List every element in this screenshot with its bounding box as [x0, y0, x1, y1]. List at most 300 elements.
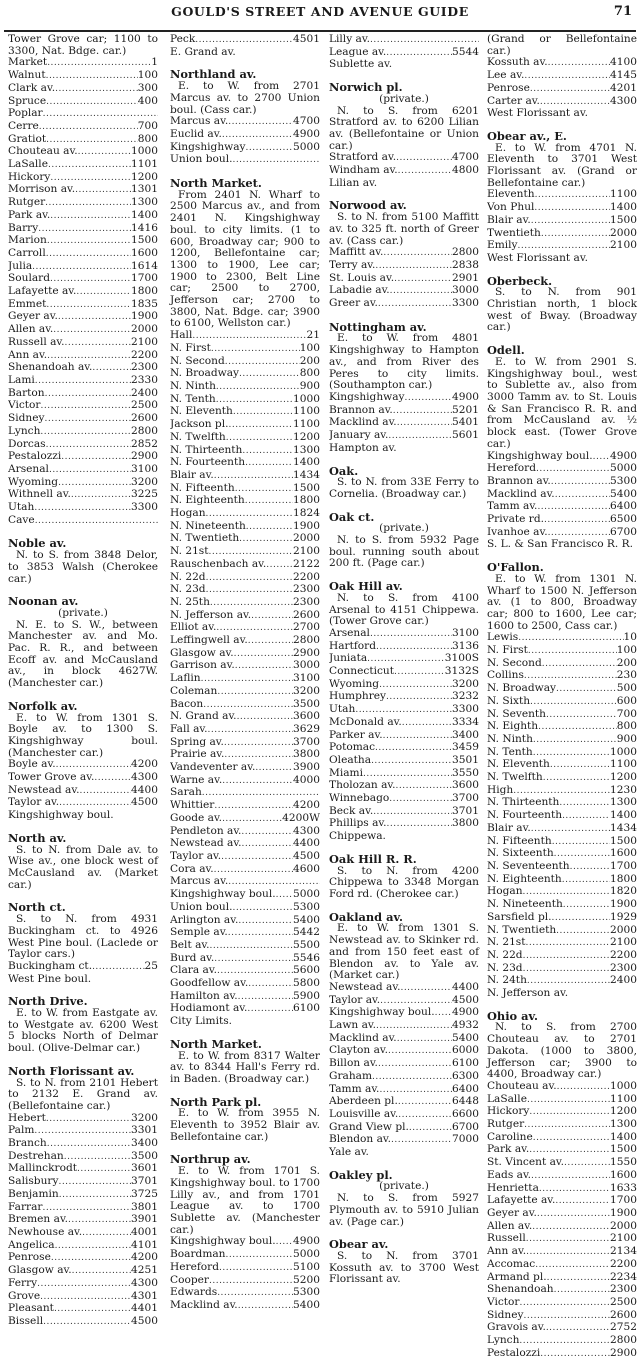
- cross-street-row: [8, 197, 158, 210]
- house-number: 5442: [293, 927, 320, 939]
- terminus-street: Sublette av.: [329, 58, 393, 71]
- leader-dots: [556, 683, 617, 696]
- leader-dots: [56, 759, 131, 772]
- cross-street-row: [170, 927, 320, 940]
- leader-dots: [202, 787, 320, 800]
- cross-street-row: [487, 202, 637, 215]
- house-number: 5400: [610, 488, 637, 500]
- cross-street-name: Vandeventer av.: [170, 762, 256, 774]
- street-description: N. to S. from 5932 Page boul. running south about 200 ft. (Page car.): [329, 534, 479, 570]
- leader-dots: [43, 1316, 131, 1329]
- street-entry: [487, 128, 637, 265]
- cross-street-row: [170, 457, 320, 470]
- leader-dots: [235, 660, 293, 673]
- house-number: 6000: [452, 1045, 479, 1057]
- cross-street-name: Arsenal: [329, 627, 370, 639]
- leader-dots: [47, 350, 131, 363]
- leader-dots: [203, 699, 293, 712]
- cross-street-row: [170, 129, 320, 142]
- cross-street-row: [170, 876, 320, 889]
- leader-dots: [520, 1297, 611, 1310]
- cross-street-name: N. Seventeenth: [487, 861, 570, 872]
- house-number: 3800: [293, 749, 320, 761]
- cross-street-name: Garrison av.: [170, 660, 235, 672]
- house-number: 4700: [452, 152, 479, 164]
- house-number: 2300: [131, 362, 158, 374]
- house-number: 1500: [610, 1144, 637, 1156]
- cross-street-row: [170, 775, 320, 788]
- cross-street-row: [8, 210, 158, 223]
- house-number: 2122: [293, 558, 320, 570]
- cross-street-name: Blair av.: [487, 822, 531, 834]
- house-number: 3700: [452, 793, 479, 805]
- house-number: 2000: [610, 1220, 637, 1232]
- leader-dots: [376, 641, 452, 654]
- house-number: 1400: [610, 810, 637, 822]
- house-number: 2000: [131, 324, 158, 336]
- street-entry: [8, 538, 158, 585]
- cross-street-row: [8, 1214, 158, 1227]
- cross-street-row: [329, 1109, 479, 1122]
- cross-street-row: [487, 1132, 637, 1145]
- cross-street-name: Oleatha: [329, 754, 372, 766]
- cross-street-row: [170, 445, 320, 458]
- cross-street-row: [487, 772, 637, 785]
- cross-street-row: [329, 691, 479, 704]
- house-number: 5601: [452, 430, 479, 442]
- house-number: 3100: [452, 627, 479, 639]
- cross-street-name: Marion: [8, 235, 47, 247]
- cross-street-name: Withnell av.: [8, 489, 71, 501]
- street-entry: [170, 1094, 320, 1144]
- house-number: 3100: [131, 463, 158, 475]
- leader-dots: [50, 273, 131, 286]
- leader-dots: [82, 1227, 131, 1240]
- house-number: 1500: [131, 235, 158, 247]
- house-number: 1000: [131, 146, 158, 158]
- leader-dots: [405, 392, 453, 405]
- leader-dots: [371, 755, 452, 768]
- cross-street-row: [170, 406, 320, 419]
- street-name: Noonan av.: [8, 594, 79, 609]
- leader-dots: [77, 1163, 131, 1176]
- leader-dots: [394, 666, 445, 679]
- house-number: 6700: [610, 526, 637, 538]
- leader-dots: [68, 1214, 131, 1227]
- cross-street-row: [329, 1084, 479, 1097]
- leader-dots: [529, 1144, 610, 1157]
- street-name: North Park pl.: [170, 1094, 262, 1109]
- street-description: N. E. to S. W., between Manchester av. and Mo. Pac. R. R., and between Ecoff av. and McCausland av., in block 4627W. (Manchester car.): [8, 618, 158, 690]
- cross-street-row: [487, 83, 637, 96]
- cross-street-name: Belt av.: [170, 939, 210, 951]
- cross-street-row: [170, 559, 320, 572]
- street-name: Ohio av.: [487, 1008, 538, 1023]
- house-number: 4900: [452, 1007, 479, 1019]
- house-number: 3100S: [444, 653, 479, 665]
- leader-dots: [214, 953, 293, 966]
- leader-dots: [241, 838, 293, 851]
- cross-street-name: Whittier: [170, 800, 215, 812]
- house-number: 3300: [452, 704, 479, 716]
- cross-street-row: [329, 995, 479, 1008]
- cross-street-row: [329, 247, 479, 260]
- cross-street-name: Spring av.: [170, 736, 224, 748]
- street-name: Northrup av.: [170, 1152, 251, 1167]
- cross-street-name: N. Seventh: [487, 708, 547, 720]
- house-number: 4145: [610, 70, 637, 82]
- house-number: 3232: [452, 691, 479, 703]
- leader-dots: [370, 34, 479, 47]
- leader-dots: [556, 925, 610, 938]
- leader-dots: [39, 121, 138, 134]
- house-number: 1700: [131, 273, 158, 285]
- leader-dots: [58, 311, 131, 324]
- cross-street-row: [8, 172, 158, 185]
- leader-dots: [214, 470, 293, 483]
- house-number: 1600: [610, 1169, 637, 1181]
- terminus-street: West Florissant av.: [487, 107, 588, 120]
- house-number: 2300: [293, 584, 320, 596]
- leader-dots: [276, 1236, 293, 1249]
- house-number: 4300: [131, 1277, 158, 1289]
- house-number: 4300: [293, 825, 320, 837]
- house-number: 1000: [610, 1080, 637, 1092]
- house-number: 2234: [610, 1271, 637, 1283]
- leader-dots: [435, 1007, 452, 1020]
- house-number: 1500: [610, 835, 637, 847]
- cross-street-name: N. 21st: [170, 546, 209, 558]
- cross-street-row: [487, 709, 637, 722]
- house-number: 10: [623, 632, 637, 644]
- house-number: 1400: [610, 1131, 637, 1143]
- leader-dots: [540, 1348, 610, 1360]
- house-number: 1: [151, 57, 158, 69]
- cross-street-name: Glasgow av.: [170, 647, 234, 659]
- cross-street-row: [329, 34, 479, 47]
- leader-dots: [206, 584, 293, 597]
- house-number: 3000: [293, 660, 320, 672]
- leader-dots: [47, 57, 151, 70]
- leader-dots: [276, 889, 293, 902]
- cross-street-row: [487, 899, 637, 912]
- cross-street-name: Rutger: [8, 197, 46, 209]
- cross-street-row: [487, 963, 637, 976]
- cross-street-name: Clayton av.: [329, 1045, 389, 1057]
- house-number: 800: [137, 133, 158, 145]
- cross-street-row: [170, 991, 320, 1004]
- leader-dots: [402, 717, 452, 730]
- leader-dots: [555, 1195, 610, 1208]
- cross-street-row: [487, 874, 637, 887]
- cross-street-row: [8, 1316, 158, 1329]
- cross-street-name: Twentieth: [487, 227, 541, 239]
- street-entry: [329, 509, 479, 571]
- leader-dots: [235, 483, 293, 496]
- house-number: 900: [299, 380, 320, 392]
- leader-dots: [214, 864, 293, 877]
- house-number: 2700: [293, 622, 320, 634]
- cross-street-row: [8, 1240, 158, 1253]
- cross-street-name: N. 21st: [487, 937, 526, 949]
- leader-dots: [524, 1310, 611, 1323]
- house-number: 4301: [131, 1290, 158, 1302]
- cross-street-row: [8, 464, 158, 477]
- leader-dots: [528, 645, 617, 658]
- cross-street-name: Henrietta: [487, 1182, 539, 1194]
- leader-dots: [536, 463, 610, 476]
- cross-street-row: [487, 1246, 637, 1259]
- cross-street-row: [329, 1007, 479, 1020]
- leader-dots: [380, 995, 452, 1008]
- leader-dots: [529, 1106, 610, 1119]
- cross-street-row: [329, 780, 479, 793]
- leader-dots: [370, 628, 452, 641]
- header-rule: [4, 30, 636, 32]
- cross-street-row: [8, 350, 158, 363]
- house-number: 600: [616, 695, 637, 707]
- cross-street-name: Kossuth av.: [487, 57, 548, 69]
- cross-street-name: Macklind av.: [170, 1299, 238, 1311]
- cross-street-name: N. Thirteenth: [487, 797, 560, 809]
- cross-street-name: Lafayette av.: [8, 286, 77, 298]
- cross-street-name: Chouteau av.: [8, 146, 78, 158]
- house-number: 1800: [293, 495, 320, 507]
- leader-dots: [224, 749, 293, 762]
- street-description: E. to W. from 8317 Walter av. to 8344 Hall's Ferry rd. in Baden. (Broadway car.): [170, 1049, 320, 1085]
- house-number: 1200: [610, 772, 637, 784]
- house-number: 3725: [131, 1188, 158, 1200]
- cross-street-row: [170, 965, 320, 978]
- leader-dots: [222, 775, 293, 788]
- cross-street-row: [329, 628, 479, 641]
- cross-street-row: [8, 759, 158, 772]
- cross-street-name: Brannon av.: [487, 475, 551, 487]
- cross-street-row: [170, 394, 320, 407]
- leader-dots: [217, 965, 293, 978]
- leader-dots: [379, 1084, 452, 1097]
- cross-street-row: [487, 836, 637, 849]
- leader-dots: [46, 134, 138, 147]
- cross-street-row: [170, 597, 320, 610]
- cross-street-name: N. Ninth: [487, 733, 533, 745]
- cross-street-row: [329, 392, 479, 405]
- cross-street-name: N. Broadway: [170, 368, 240, 380]
- leader-dots: [47, 235, 131, 248]
- cross-street-row: [487, 1081, 637, 1094]
- cross-street-row: [170, 154, 320, 167]
- leader-dots: [551, 912, 610, 925]
- leader-dots: [209, 1275, 293, 1288]
- house-number: 3500: [131, 1150, 158, 1162]
- cross-street-name: McDonald av.: [329, 716, 402, 728]
- cross-street-row: [8, 785, 158, 798]
- cross-street-name: Parker av.: [329, 729, 383, 741]
- cross-street-name: Von Phul: [487, 202, 535, 214]
- cross-street-name: N. First: [170, 342, 211, 354]
- cross-street-row: [170, 889, 320, 902]
- cross-street-row: [487, 1119, 637, 1132]
- cross-street-name: Caroline: [487, 1131, 533, 1143]
- house-number: 3900: [293, 762, 320, 774]
- cross-street-row: [8, 961, 158, 974]
- cross-street-row: [329, 1045, 479, 1058]
- leader-dots: [37, 1278, 131, 1291]
- leader-dots: [50, 172, 131, 185]
- cross-street-row: [8, 96, 158, 109]
- cross-street-row: [329, 1058, 479, 1071]
- street-description: E. to W. from 3955 N. Eleventh to 3952 Blair av. Bellefontaine car.): [170, 1107, 320, 1143]
- leader-dots: [206, 508, 293, 521]
- cross-street-row: [8, 772, 158, 785]
- leader-dots: [513, 785, 610, 798]
- cross-street-row: [487, 1272, 637, 1285]
- leader-dots: [524, 1119, 610, 1132]
- cross-street-name: Laflin: [170, 673, 201, 685]
- cross-street-name: N. Eighth: [487, 721, 539, 733]
- cross-street-name: Market: [8, 57, 48, 69]
- cross-street-row: [170, 116, 320, 129]
- leader-dots: [209, 546, 294, 559]
- cross-street-name: Buckingham ct.: [8, 960, 93, 972]
- cross-street-name: Penrose: [487, 82, 530, 94]
- street-name: O'Fallon.: [487, 560, 544, 575]
- street-name: Oakland av.: [329, 909, 403, 924]
- leader-dots: [397, 417, 452, 430]
- cross-street-row: [8, 273, 158, 286]
- house-number: 2000: [610, 924, 637, 936]
- leader-dots: [393, 405, 452, 418]
- cross-street-row: [8, 1265, 158, 1278]
- house-number: 2600: [610, 1309, 637, 1321]
- cross-street-name: Geyer av.: [8, 311, 58, 323]
- leader-dots: [530, 696, 617, 709]
- cross-street-name: LaSalle: [8, 159, 48, 171]
- cross-street-name: Marcus av.: [170, 876, 229, 888]
- house-number: 4900: [452, 391, 479, 403]
- leader-dots: [542, 658, 617, 671]
- leader-dots: [216, 394, 293, 407]
- house-number: 2300: [610, 962, 637, 974]
- leader-dots: [45, 388, 131, 401]
- street-name: North Florissant av.: [8, 1063, 135, 1078]
- leader-dots: [526, 937, 611, 950]
- cross-street-row: [170, 762, 320, 775]
- cross-street-name: Victor: [8, 400, 41, 412]
- cross-street-row: [170, 864, 320, 877]
- street-name: Norwood av.: [329, 198, 407, 213]
- house-number: 6700: [452, 1121, 479, 1133]
- leader-dots: [530, 83, 610, 96]
- cross-street-row: [329, 1020, 479, 1033]
- house-number: 3225: [131, 489, 158, 501]
- cross-street-row: [487, 1106, 637, 1119]
- leader-dots: [248, 978, 293, 991]
- cross-street-row: [170, 915, 320, 928]
- house-number: 5400: [293, 914, 320, 926]
- cross-street-row: [8, 134, 158, 147]
- leader-dots: [547, 1272, 610, 1285]
- cross-street-name: Victor: [487, 1296, 520, 1308]
- house-number: 1100: [293, 419, 320, 431]
- cross-street-name: Gravois av.: [487, 1322, 546, 1334]
- leader-dots: [225, 356, 300, 369]
- cross-street-name: Semple av.: [170, 927, 228, 939]
- leader-dots: [375, 742, 452, 755]
- cross-street-row: [170, 635, 320, 648]
- house-number: 3701: [452, 805, 479, 817]
- cross-street-name: Terry av.: [329, 259, 376, 271]
- leader-dots: [75, 184, 131, 197]
- column-3: [329, 34, 479, 1286]
- cross-street-name: Walnut: [8, 70, 46, 82]
- leader-dots: [391, 1134, 452, 1147]
- house-number: 5000: [293, 141, 320, 153]
- leader-dots: [210, 597, 293, 610]
- cross-street-row: [170, 1287, 320, 1300]
- cross-street-row: [329, 152, 479, 165]
- leader-dots: [222, 129, 293, 142]
- cross-street-row: [170, 508, 320, 521]
- cross-street-row: [8, 121, 158, 134]
- leader-dots: [94, 772, 131, 785]
- leader-dots: [222, 813, 282, 826]
- cross-street-name: Spruce: [8, 95, 47, 107]
- leader-dots: [206, 572, 293, 585]
- leader-dots: [48, 159, 131, 172]
- cross-street-name: Fall av.: [170, 723, 208, 735]
- cross-street-name: Barton: [8, 387, 45, 399]
- leader-dots: [247, 1003, 293, 1016]
- leader-dots: [523, 886, 610, 899]
- street-description: (Grand or Bellefontaine car.): [487, 33, 637, 57]
- street-name: North Market.: [170, 176, 262, 191]
- cross-street-name: Utah: [329, 704, 356, 716]
- house-number: 700: [616, 708, 637, 720]
- house-number: 2800: [452, 247, 479, 259]
- house-number: 1300: [610, 1119, 637, 1131]
- leader-dots: [526, 1233, 610, 1246]
- house-number: 6600: [452, 1108, 479, 1120]
- house-number: 4501: [293, 34, 320, 45]
- house-number: 5401: [452, 417, 479, 429]
- leader-dots: [388, 1045, 452, 1058]
- leader-dots: [226, 1249, 294, 1262]
- cross-street-name: Boardman: [170, 1249, 226, 1261]
- cross-street-name: N. Twentieth: [487, 924, 557, 936]
- cross-street-name: Newstead av.: [329, 981, 401, 993]
- house-number: 1600: [131, 247, 158, 259]
- cross-street-row: [170, 724, 320, 737]
- leader-dots: [237, 711, 293, 724]
- cross-street-row: [170, 699, 320, 712]
- cross-street-row: [170, 470, 320, 483]
- street-description: E. to W. from Eastgate av. to Westgate av. 6200 West 5 blocks North of Delmar boul. (Olive-Delmar car.): [8, 1007, 158, 1055]
- house-number: 4500: [131, 797, 158, 809]
- cross-street-row: [329, 298, 479, 311]
- cross-street-row: [329, 1071, 479, 1084]
- leader-dots: [61, 451, 131, 464]
- terminus-street: E. Grand av.: [170, 45, 236, 58]
- leader-dots: [555, 489, 610, 502]
- house-number: 2500: [131, 400, 158, 412]
- cross-street-name: Utah: [8, 502, 35, 514]
- leader-dots: [373, 806, 452, 819]
- street-name: Oberbeck.: [487, 273, 553, 288]
- cross-street-row: [329, 641, 479, 654]
- house-number: 4600: [293, 863, 320, 875]
- street-entry: [8, 996, 158, 1055]
